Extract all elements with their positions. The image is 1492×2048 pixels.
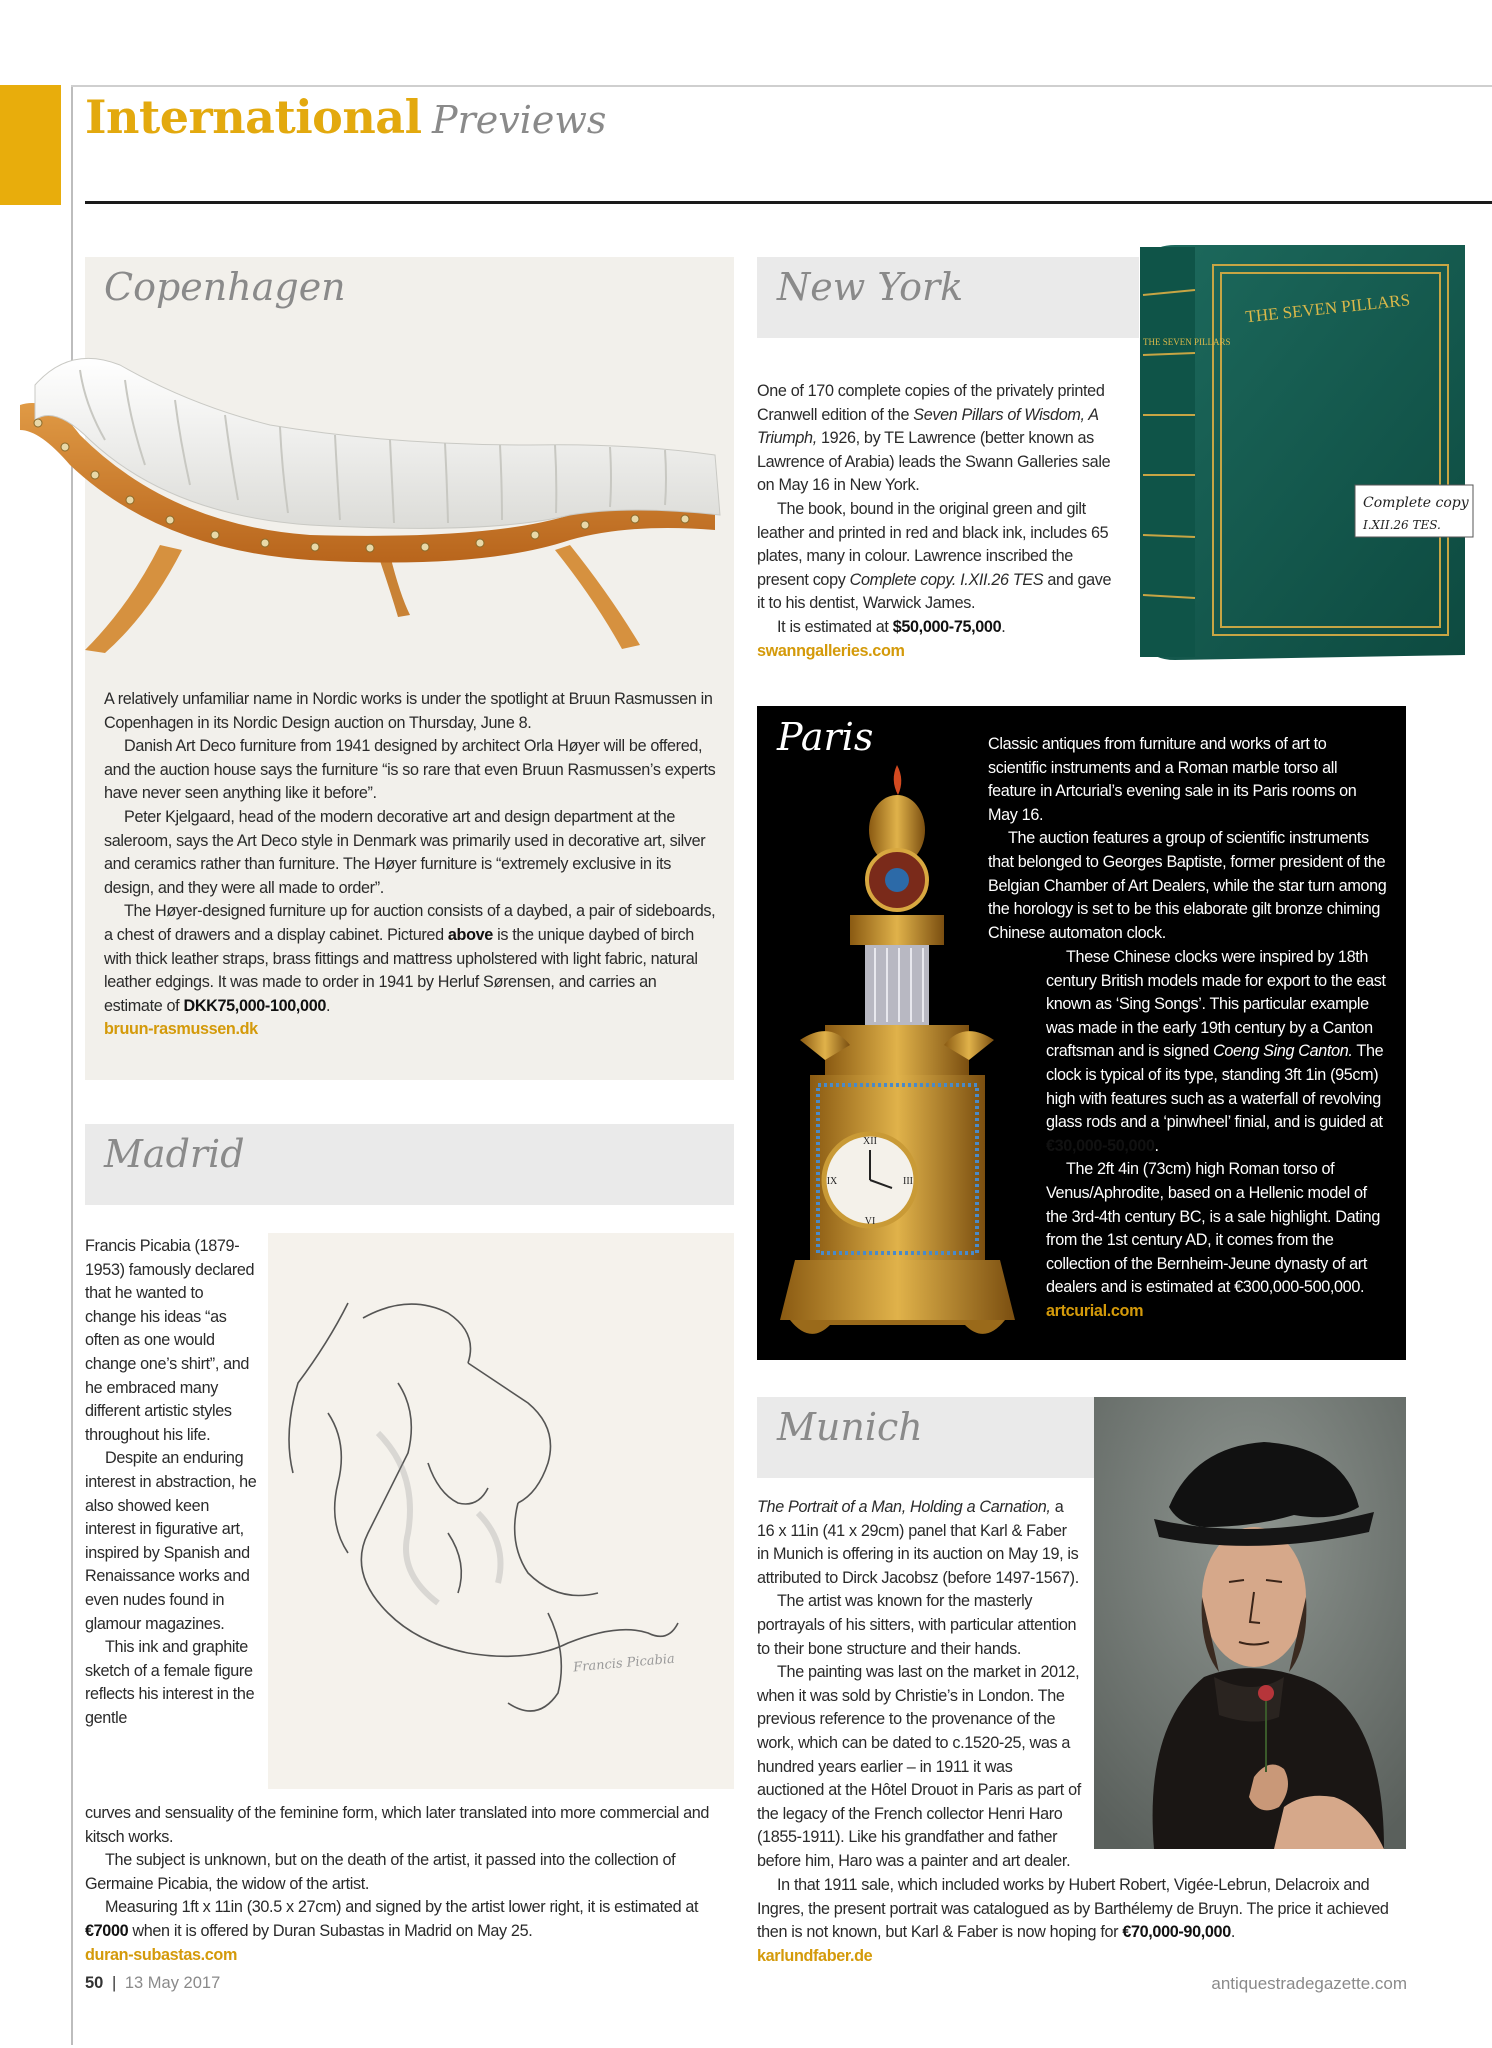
- header-rule: [85, 201, 1492, 204]
- madrid-p3-end: curves and sensuality of the feminine form, which later translated into more commercial and kitsch works.: [85, 1804, 710, 1846]
- madrid-p5: Measuring 1ft x 11in (30.5 x 27cm) and signed by the artist lower right, it is estimated at €7000 when it is offered by Duran Subastas in Madrid on May 25.: [85, 1898, 699, 1940]
- page-number: 50: [85, 1974, 104, 1992]
- madrid-estimate: €7000: [85, 1921, 129, 1940]
- copenhagen-heading: Copenhagen: [104, 265, 346, 309]
- paris-p4: The 2ft 4in (73cm) high Roman torso of Venus/Aphrodite, based on a Hellenic model of the 3rd-4th century BC, is a sale highlight. Dating from the 1st century AD, it comes from the collection of the Bernheim-Jeune dynasty of art dealers and is estimated at €300,000-500,000.: [1046, 1160, 1380, 1297]
- paris-estimate: €30,000-50,000: [1046, 1136, 1155, 1155]
- madrid-p2: Despite an enduring interest in abstraction, he also showed keen interest in figurative art, inspired by Spanish and Renaissance works and even nudes found in glamour magazines.: [85, 1449, 257, 1633]
- munich-p1: The Portrait of a Man, Holding a Carnation, a 16 x 11in (41 x 29cm) panel that Karl & Faber in Munich is offering in its auction on May 19, is attributed to Dirck Jacobsz (before 1497-1567).: [757, 1498, 1079, 1587]
- newyork-text: [757, 380, 1117, 663]
- munich-text-wide: [757, 1874, 1407, 1968]
- issue-date: 13 May 2017: [124, 1974, 221, 1992]
- madrid-p4: The subject is unknown, but on the death of the artist, it passed into the collection of Germaine Picabia, the widow of the artist.: [85, 1851, 676, 1893]
- picabia-sketch-image: [268, 1233, 734, 1789]
- madrid-p3-start: This ink and graphite sketch of a female figure reflects his interest in the gentle: [85, 1638, 255, 1727]
- munich-p4: In that 1911 sale, which included works by Hubert Robert, Vigée-Lebrun, Delacroix and Ingres, the present portrait was catalogued as by Barthélemy de Bruyn. The price it achieved then is not known, but Karl & Faber is now hoping for €70,000-90,000.: [757, 1876, 1389, 1942]
- sketch-signature: Francis Picabia: [572, 1651, 676, 1676]
- footer-separator: |: [111, 1974, 117, 1992]
- book-note-line2: I.XII.26 TES.: [1363, 518, 1441, 532]
- munich-p2: The artist was known for the masterly portrayals of his sitters, with particular attention to their bone structure and their hands.: [757, 1592, 1077, 1658]
- madrid-text-narrow: [85, 1235, 257, 1730]
- book-spine-title: THE SEVEN PILLARS: [1143, 337, 1231, 347]
- newyork-p3: It is estimated at $50,000-75,000.: [777, 617, 1006, 636]
- copenhagen-estimate: DKK75,000-100,000: [183, 996, 327, 1015]
- munich-p3: The painting was last on the market in 2012, when it was sold by Christie’s in London. The previous reference to the provenance of the work, which can be dated to c.1520-25, was a hundred years earlier – in 1911 it was auctioned at the Hôtel Drouot in Paris as part of the legacy of the French collector Henri Haro (1855-1911). Like his grandfather and father before him, Haro was a painter and art dealer.: [757, 1663, 1081, 1870]
- madrid-website-link[interactable]: duran-subastas.com: [85, 1945, 238, 1964]
- paris-text: [988, 733, 1388, 945]
- chinese-clock-image: [770, 760, 1025, 1350]
- accent-tab: [0, 85, 61, 205]
- top-rule: [71, 85, 1492, 87]
- header-subtitle: Previews: [432, 98, 607, 142]
- newyork-estimate: $50,000-75,000: [892, 617, 1002, 636]
- newyork-heading: New York: [777, 265, 964, 309]
- paris-text-narrow: [1046, 946, 1388, 1324]
- munich-text-narrow: [757, 1496, 1082, 1874]
- madrid-p1: Francis Picabia (1879-1953) famously declared that he wanted to change his ideas “as often as one would change one’s shirt”, and he embraced many different artistic styles throughout his life.: [85, 1237, 255, 1444]
- book-cover-title: THE SEVEN PILLARS: [1244, 290, 1411, 327]
- paris-heading: Paris: [777, 715, 874, 759]
- madrid-text-wide: [85, 1802, 737, 1967]
- footer-left: [85, 1974, 220, 1993]
- portrait-painting-image: [1094, 1397, 1406, 1849]
- paris-p3: These Chinese clocks were inspired by 18th century British models made for export to the east known as ‘Sing Songs’. This particular example was made in the early 19th century by a Canton craftsman and is signed Coeng Sing Canton. The clock is typical of its type, standing 3ft 1in (95cm) high with features such as a waterfall of revolving glass rods and a ‘pinwheel’ finial, and is guided at €30,000-50,000.: [1046, 948, 1386, 1155]
- paris-p2: The auction features a group of scientific instruments that belonged to Georges Baptiste, former president of the Belgian Chamber of Art Dealers, while the star turn among the horology is set to be this elaborate gilt bronze chiming Chinese automaton clock.: [988, 829, 1387, 942]
- munich-website-link[interactable]: karlundfaber.de: [757, 1946, 873, 1965]
- svg-text:IX: IX: [826, 1176, 838, 1187]
- paris-website-link[interactable]: artcurial.com: [1046, 1301, 1144, 1320]
- copenhagen-p3: Peter Kjelgaard, head of the modern decorative art and design department at the saleroom, says the Art Deco style in Denmark was primarily used in decorative art, silver and ceramics rather than furniture. The Høyer furniture is “extremely exclusive in its design, and they were all made to order”.: [104, 807, 706, 897]
- copenhagen-p1: A relatively unfamiliar name in Nordic works is under the spotlight at Bruun Rasmussen in Copenhagen in its Nordic Design auction on Thursday, June 8.: [104, 690, 713, 732]
- copenhagen-text: [104, 688, 716, 1042]
- copenhagen-p2: Danish Art Deco furniture from 1941 designed by architect Orla Høyer will be offered, and the auction house says the furniture “is so rare that even Bruun Rasmussen’s experts have never seen anything like it before”.: [104, 737, 716, 803]
- munich-estimate: €70,000-90,000: [1122, 1923, 1231, 1942]
- svg-text:XII: XII: [863, 1136, 877, 1147]
- book-note-line1: Complete copy: [1363, 495, 1469, 511]
- footer-site[interactable]: antiquestradegazette.com: [1211, 1974, 1407, 1993]
- section-header: [85, 90, 606, 160]
- header-title: International: [85, 90, 422, 144]
- svg-text:III: III: [903, 1176, 913, 1187]
- paris-p1: Classic antiques from furniture and works of art to scientific instruments and a Roman marble torso all feature in Artcurial’s evening sale in its Paris rooms on May 16.: [988, 735, 1357, 824]
- madrid-heading: Madrid: [104, 1132, 245, 1176]
- seven-pillars-book-image: [1135, 235, 1480, 670]
- newyork-p1: One of 170 complete copies of the privately printed Cranwell edition of the Seven Pillars of Wisdom, A Triumph, 1926, by TE Lawrence (better known as Lawrence of Arabia) leads the Swann Galleries sale on May 16 in New York.: [757, 382, 1111, 495]
- newyork-p2: The book, bound in the original green and gilt leather and printed in red and black ink, includes 65 plates, many in colour. Lawrence inscribed the present copy Complete copy. I.XII.26 TES and gave it to his dentist, Warwick James.: [757, 499, 1112, 613]
- copenhagen-website-link[interactable]: bruun-rasmussen.dk: [104, 1020, 258, 1039]
- svg-text:VI: VI: [864, 1216, 876, 1227]
- munich-heading: Munich: [777, 1405, 923, 1449]
- newyork-website-link[interactable]: swanngalleries.com: [757, 641, 905, 660]
- copenhagen-p4: The Høyer-designed furniture up for auction consists of a daybed, a pair of sideboards, a chest of drawers and a display cabinet. Pictured above is the unique daybed of birch with thick leather straps, brass fittings and mattress upholstered with light fabric, natural leather edgings. It was made to order in 1941 by Herluf Sørensen, and carries an estimate of DKK75,000-100,000.: [104, 902, 716, 1015]
- daybed-image: [10, 345, 730, 665]
